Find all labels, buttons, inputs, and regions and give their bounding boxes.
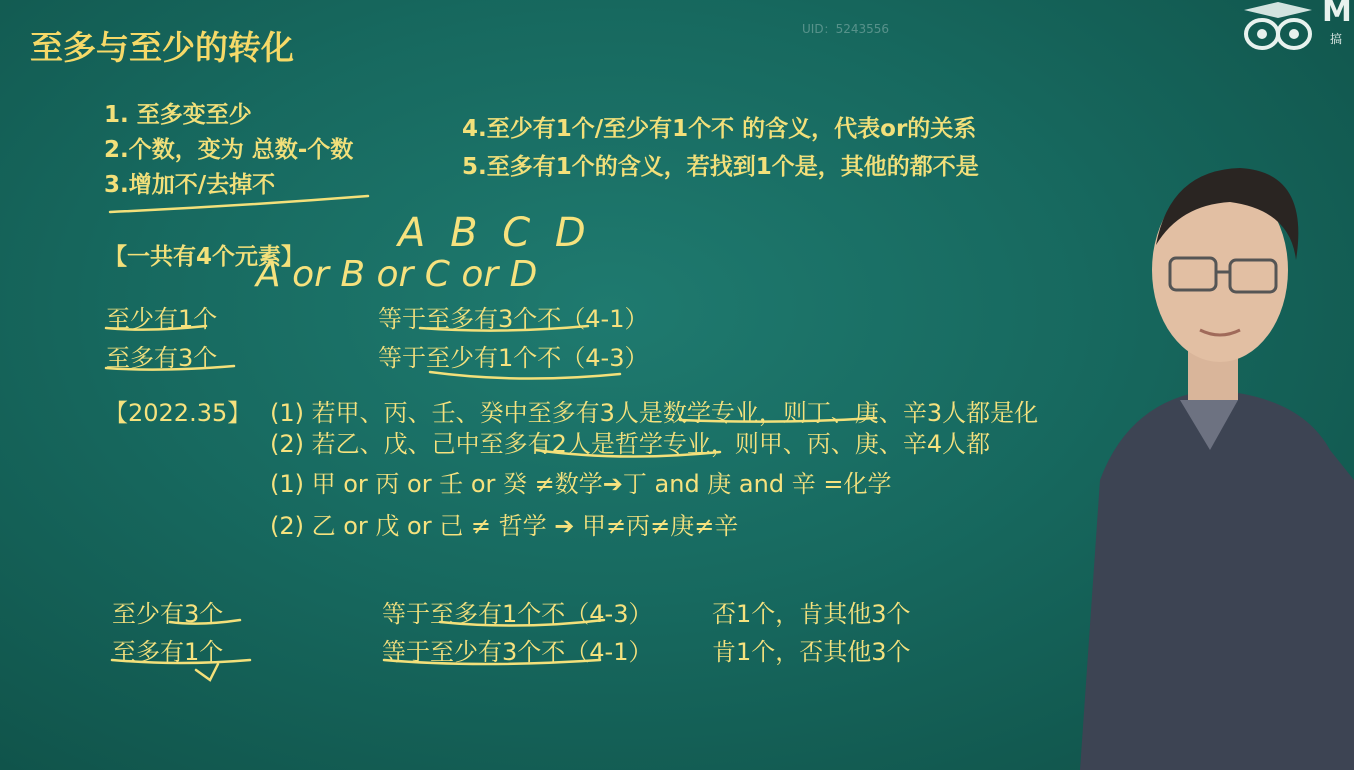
- block2-note-1: 否1个，肯其他3个: [712, 600, 911, 628]
- rule-1: 1. 至多变至少: [104, 102, 252, 128]
- handwriting-aorb: A or B or C or D: [256, 254, 538, 295]
- rule-4: 4.至少有1个/至少有1个不 的含义，代表or的关系: [462, 116, 977, 142]
- underline-block1-left-2: [106, 366, 234, 370]
- underline-block1-right-1: [420, 326, 588, 331]
- block1-left-1: 至少有1个: [106, 305, 218, 333]
- underline-block1-right-2: [430, 372, 620, 379]
- block1-right-1: 等于至多有3个不（4-1）: [378, 305, 649, 333]
- page-title: 至多与至少的转化: [30, 28, 294, 67]
- block2-note-2: 肯1个，否其他3个: [712, 638, 911, 666]
- underline-block2-left-1: [170, 620, 240, 624]
- exam-a2: (2) 乙 or 戊 or 己 ≠ 哲学 ➔ 甲≠丙≠庚≠辛: [270, 512, 739, 540]
- block2-left-2: 至多有1个: [112, 638, 224, 666]
- exam-tag: 【2022.35】: [104, 399, 252, 427]
- exam-a1: (1) 甲 or 丙 or 壬 or 癸 ≠数学➔丁 and 庚 and 辛 =化学: [270, 470, 892, 498]
- underline-rule-3: [110, 196, 368, 212]
- block1-right-2: 等于至少有1个不（4-3）: [378, 344, 649, 372]
- exam-q1: (1) 若甲、丙、壬、癸中至多有3人是数学专业，则丁、庚、辛3人都是化: [270, 399, 1039, 427]
- underline-exam-q1: [680, 418, 876, 422]
- rule-3: 3.增加不/去掉不: [104, 172, 276, 198]
- elements-note: 【一共有4个元素】: [104, 244, 305, 270]
- rule-5: 5.至多有1个的含义，若找到1个是，其他的都不是: [462, 154, 979, 180]
- handwriting-abcd: A B C D: [398, 210, 592, 256]
- underline-exam-q2: [536, 450, 720, 457]
- rule-2: 2.个数，变为 总数-个数: [104, 137, 354, 163]
- check-mark: [196, 664, 218, 680]
- uid-watermark: UID：5243556: [802, 22, 890, 36]
- presenter-figure: [1060, 150, 1354, 770]
- exam-q2: (2) 若乙、戊、己中至多有2人是哲学专业，则甲、丙、庚、辛4人都: [270, 430, 991, 458]
- block1-left-2: 至多有3个: [106, 344, 218, 372]
- underline-block1-left-1: [106, 326, 206, 330]
- logo-subtext: 搞: [1330, 32, 1343, 46]
- block2-left-1: 至少有3个: [112, 600, 224, 628]
- underline-block2-right-2: [384, 660, 600, 664]
- block2-right-1: 等于至多有1个不（4-3）: [382, 600, 653, 628]
- underline-block2-left-2: [112, 660, 250, 663]
- logo-letters: M: [1322, 0, 1352, 29]
- underline-block2-right-1: [440, 620, 604, 626]
- block2-right-2: 等于至少有3个不（4-1）: [382, 638, 653, 666]
